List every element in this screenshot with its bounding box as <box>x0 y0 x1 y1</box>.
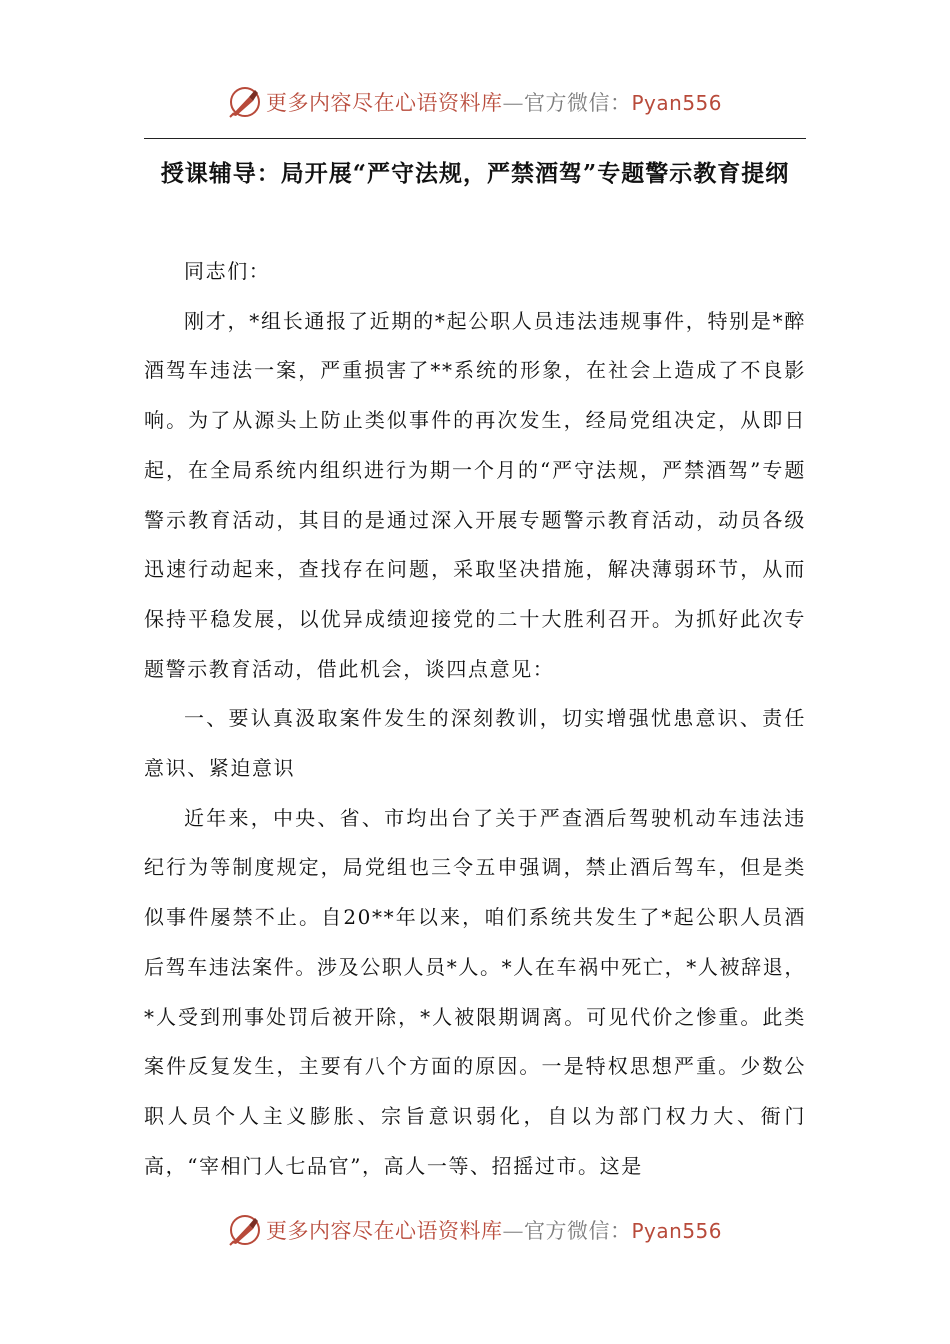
pen-circle-logo-icon <box>228 1213 262 1247</box>
document-body <box>144 247 806 1191</box>
document-title: 授课辅导：局开展“严守法规，严禁酒驾”专题警示教育提纲 <box>160 160 790 187</box>
header-divider <box>144 138 806 139</box>
banner-dash: — <box>502 1219 524 1243</box>
salutation: 同志们： <box>184 259 271 283</box>
section-heading: 一、要认真汲取案件发生的深刻教训，切实增强忧患意识、责任意识、紧迫意识 <box>144 706 806 781</box>
banner-handle: Pyan556 <box>631 1219 722 1243</box>
banner-label: 官方微信： <box>523 1219 632 1243</box>
header-banner <box>0 82 950 122</box>
banner-dash: — <box>502 91 524 115</box>
body-paragraph: 刚才，*组长通报了近期的*起公职人员违法违规事件，特别是*醉酒驾车违法一案，严重损害了**系统的形象，在社会上造成了不良影响。为了从源头上防止类似事件的再次发生，经局党组决定，从即日起，在全局系统内组织进行为期一个月的“严守法规，严禁酒驾”专题警示教育活动，其目的是通过深入开展专题警示教育活动，动员各级迅速行动起来，查找存在问题，采取坚决措施，解决薄弱环节，从而保持平稳发展，以优异成绩迎接党的二十大胜利召开。为抓好此次专题警示教育活动，借此机会，谈四点意见： <box>144 308 806 681</box>
banner-main-text: 更多内容尽在心语资料库 <box>265 1219 503 1243</box>
pen-circle-logo-icon <box>228 85 262 119</box>
footer-banner <box>0 1210 950 1250</box>
banner-text <box>266 87 722 117</box>
banner-handle: Pyan556 <box>631 91 722 115</box>
banner-label: 官方微信： <box>523 91 632 115</box>
banner-main-text: 更多内容尽在心语资料库 <box>265 91 503 115</box>
body-paragraph: 近年来，中央、省、市均出台了关于严查酒后驾驶机动车违法违纪行为等制度规定，局党组也三令五申强调，禁止酒后驾车，但是类似事件屡禁不止。自20**年以来，咱们系统共发生了*起公职人员酒后驾车违法案件。涉及公职人员*人。*人在车祸中死亡，*人被辞退，*人受到刑事处罚后被开除，*人被限期调离。可见代价之惨重。此类案件反复发生，主要有八个方面的原因。一是特权思想严重。少数公职人员个人主义膨胀、宗旨意识弱化，自以为部门权力大、衙门高，“宰相门人七品官”，高人一等、招摇过市。这是 <box>144 805 806 1178</box>
banner-text <box>266 1215 722 1245</box>
